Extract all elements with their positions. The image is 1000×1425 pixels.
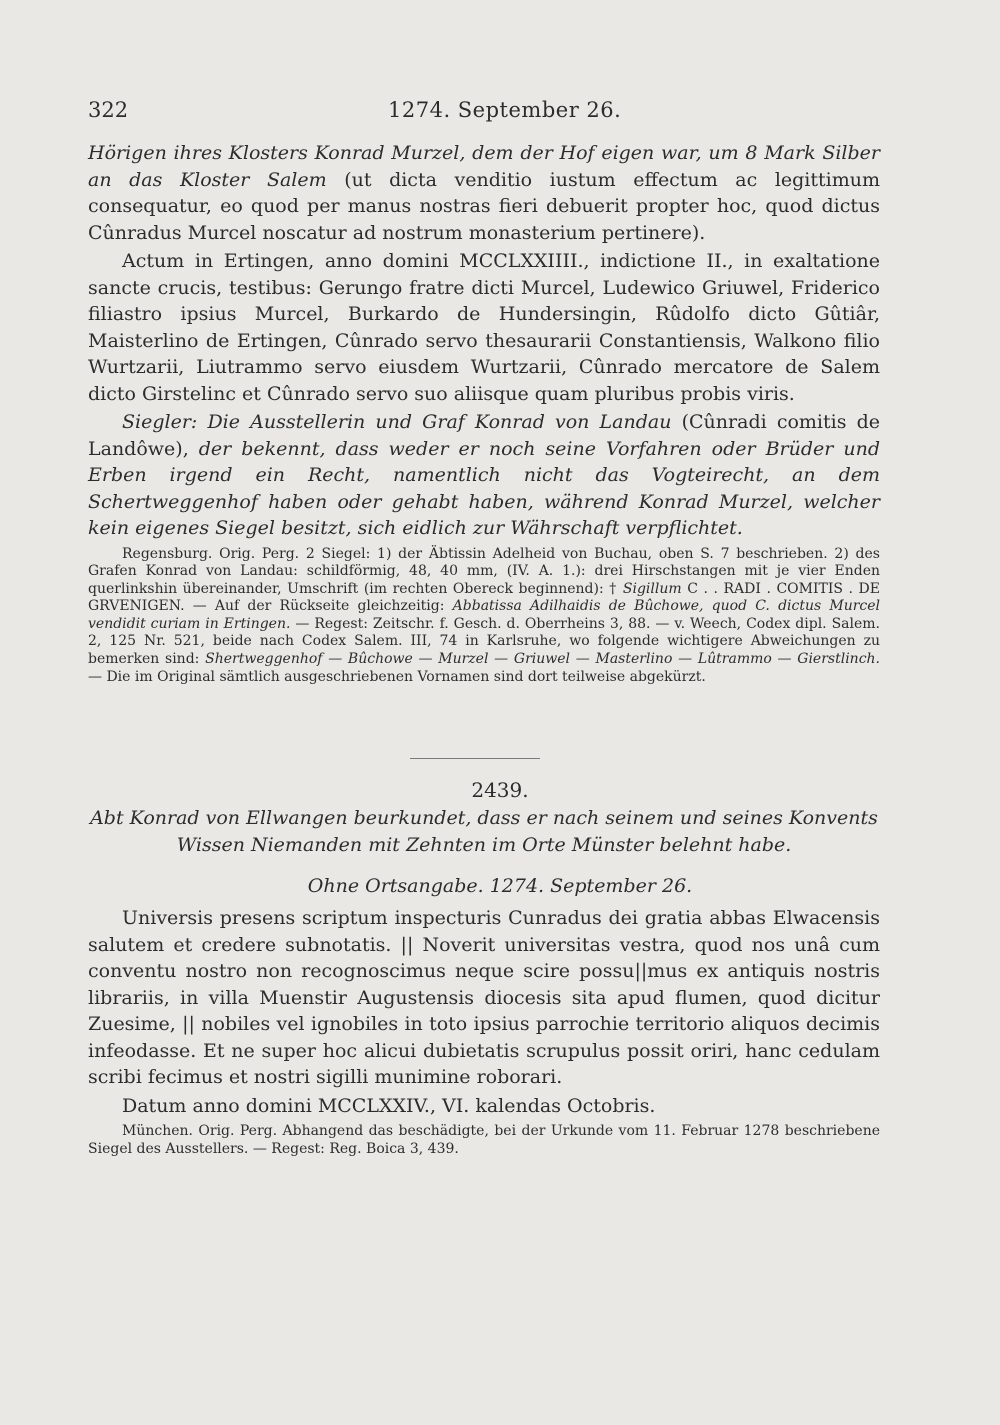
actum-paragraph: Actum in Ertingen, anno domini MCCLXXIIII., indictione II., in exaltatione sancte crucis, testibus: Gerungo fratre dicti Murcel, Ludewico Griuwel, Friderico filiastro ipsius Murcel, Burkardo de Hundersingin, Rûdolfo dicto Gûtiâr, Maisterlino de Ertingen, Cûnrado servo thesaurarii Constantiensis, Walkono filio Wurtzarii, Liutrammo servo eiusdem Wurtzarii, Cûnrado mercatore de Salem dicto Girstelinc et Cûnrado servo suo aliisque quam pluribus probis viris. xyxy=(88,250,880,405)
document-2439-body xyxy=(88,905,880,1158)
siegler-label: Siegler: Die Ausstellerin und Graf Konrad von Landau xyxy=(122,411,672,433)
datum-line: Datum anno domini MCCLXXIV., VI. kalendas Octobris. xyxy=(122,1094,656,1117)
note-part-1: Regensburg. Orig. Perg. 2 Siegel: 1) der Äbtissin Adelheid von Buchau, oben S. 7 beschrieben. 2) des Grafen Konrad von Landau: schildförmig, 48, 40 mm, (IV. A. 1.): drei Hirschstangen mit je vier Enden querlinkshin übereinander, Umschrift (im rechten Obereck beginnend): † xyxy=(88,545,880,597)
note-part-2: C . . RADI . COMITIS . DE GRVENIGEN. — Auf der Rückseite gleichzeitig: xyxy=(88,580,880,615)
archival-note-2439: München. Orig. Perg. Abhangend das beschädigte, bei der Urkunde vom 11. Februar 1278 beschriebene Siegel des Ausstellers. — Regest: Reg. Boica 3, 439. xyxy=(88,1123,880,1157)
page-number: 322 xyxy=(88,98,129,122)
note-part-3: — Regest: Zeitschr. f. Gesch. d. Oberrheins 3, 88. — v. Weech, Codex dipl. Salem. 2, 125 Nr. 521, beide nach Codex Salem. III, 74 in Karlsruhe, wo folgende wichtigere Abweichungen zu bemerken sind: xyxy=(88,615,880,668)
document-2438-continuation xyxy=(88,140,880,686)
document-title: Abt Konrad von Ellwangen beurkundet, dass er nach seinem und seines Konvents Wissen Niemanden mit Zehnten im Orte Münster belehnt habe. xyxy=(90,807,878,856)
note-variants: Shertweggenhof — Bûchowe — Murzel — Griuwel — Masterlino — Lûtrammo — Gierstlinch. xyxy=(205,651,881,668)
page-header xyxy=(88,98,890,130)
siegler-paragraph xyxy=(88,409,880,542)
note-sigillum: Sigillum xyxy=(622,580,682,597)
intro-summary: Hörigen ihres Klosters Konrad Murzel, dem der Hof eigen war, um 8 Mark Silber an das Kloster Salem xyxy=(88,142,880,191)
intro-paragraph xyxy=(88,140,880,246)
section-divider xyxy=(410,758,540,759)
document-number: 2439. xyxy=(471,778,529,802)
intro-latin: (ut dicta venditio iustum effectum ac legittimum consequatur, eo quod per manus nostras fieri debuerit propter hoc, quod dictus Cûnradus Murcel noscatur ad nostrum monasterium pertinere). xyxy=(88,168,881,244)
siegler-latin: (Cûnradi comitis de Landôwe), xyxy=(88,411,880,460)
note-part-4: — Die im Original sämtlich ausgeschriebenen Vornamen sind dort teilweise abgekürzt. xyxy=(88,668,706,685)
siegler-text: der bekennt, dass weder er noch seine Vorfahren oder Brüder und Erben irgend ein Recht, namentlich nicht das Vogteirecht, an dem Schertweggenhof haben oder gehabt haben, während Konrad Murzel, welcher kein eigenes Siegel besitzt, sich eidlich zur Währschaft verpflichtet. xyxy=(88,437,880,539)
running-head: 1274. September 26. xyxy=(388,98,622,122)
note-dorsal-text: Abbatissa Adilhaidis de Bûchowe, quod C. dictus Murcel vendidit curiam in Ertingen. xyxy=(88,598,881,632)
document-dateline: Ohne Ortsangabe. 1274. September 26. xyxy=(307,875,693,897)
body-paragraph: Universis presens scriptum inspecturis Cunradus dei gratia abbas Elwacensis salutem et credere subnotatis. || Noverit universitas vestra, quod nos unâ cum conventu nostro non recognoscimus neque scire possu||mus ex antiquis nostris librariis, in villa Muenstir Augustensis diocesis sita apud flumen, quod dicitur Zuesime, || nobiles vel ignobiles in toto ipsius parrochie territorio aliquos decimis infeodasse. Et ne super hoc alicui dubietatis scrupulus possit oriri, hanc cedulam scribi fecimus et nostri sigilli munimine roborari. xyxy=(88,907,880,1088)
archival-note xyxy=(88,546,880,687)
